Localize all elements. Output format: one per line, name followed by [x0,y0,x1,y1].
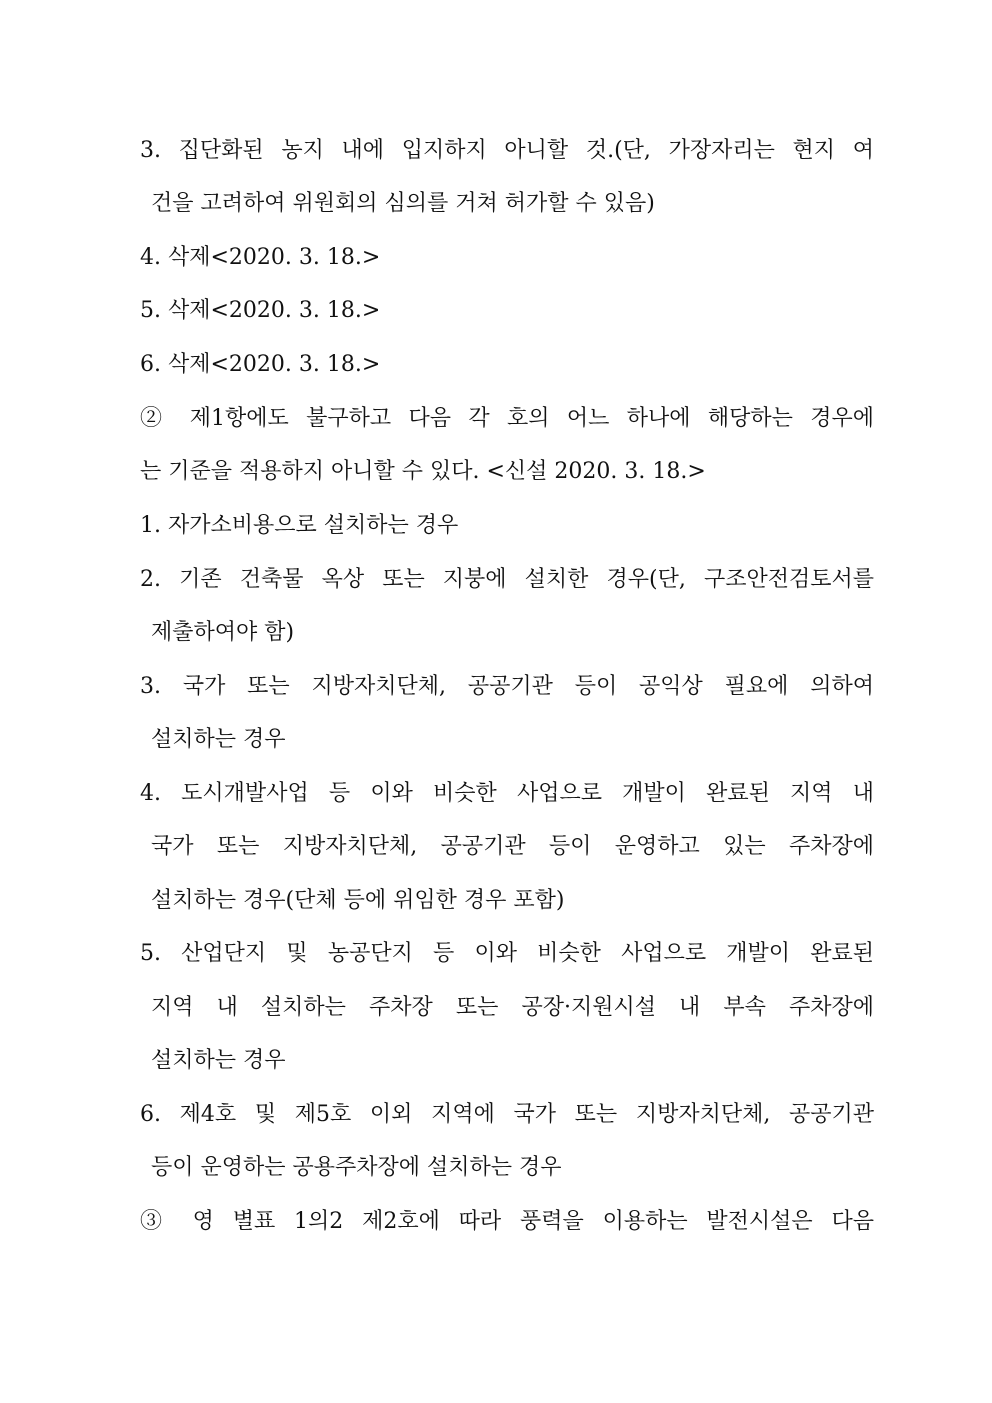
text-line: 등이 운영하는 공용주차장에 설치하는 경우 [151,1155,562,1180]
text-line: 건을 고려하여 위원회의 심의를 거쳐 허가할 수 있음) [151,191,655,216]
text-line: 설치하는 경우(단체 등에 위임한 경우 포함) [151,888,565,913]
text-line: 3. 집단화된 농지 내에 입지하지 아니할 것.(단, 가장자리는 현지 여 [140,138,874,163]
text-line: 5. 산업단지 및 농공단지 등 이와 비슷한 사업으로 개발이 완료된 [140,941,874,966]
text-line: 국가 또는 지방자치단체, 공공기관 등이 운영하고 있는 주차장에 [151,834,874,859]
text-line: 3. 국가 또는 지방자치단체, 공공기관 등이 공익상 필요에 의하여 [140,674,874,699]
text-line: 2. 기존 건축물 옥상 또는 지붕에 설치한 경우(단, 구조안전검토서를 [140,567,874,592]
text-line: 설치하는 경우 [151,1048,286,1073]
text-line: 지역 내 설치하는 주차장 또는 공장·지원시설 내 부속 주차장에 [151,995,874,1020]
text-line: 4. 도시개발사업 등 이와 비슷한 사업으로 개발이 완료된 지역 내 [140,781,874,806]
text-line: 는 기준을 적용하지 아니할 수 있다. <신설 2020. 3. 18.> [140,459,706,484]
text-line: 5. 삭제<2020. 3. 18.> [140,298,381,323]
text-line: ③ 영 별표 1의2 제2호에 따라 풍력을 이용하는 발전시설은 다음 [140,1209,874,1234]
text-line: 1. 자가소비용으로 설치하는 경우 [140,513,459,538]
text-line: 설치하는 경우 [151,727,286,752]
text-line: 4. 삭제<2020. 3. 18.> [140,245,381,270]
text-line: 6. 제4호 및 제5호 이외 지역에 국가 또는 지방자치단체, 공공기관 [140,1102,874,1127]
text-line: 제출하여야 함) [151,620,295,645]
text-line: 6. 삭제<2020. 3. 18.> [140,352,381,377]
text-line: ② 제1항에도 불구하고 다음 각 호의 어느 하나에 해당하는 경우에 [140,406,874,431]
